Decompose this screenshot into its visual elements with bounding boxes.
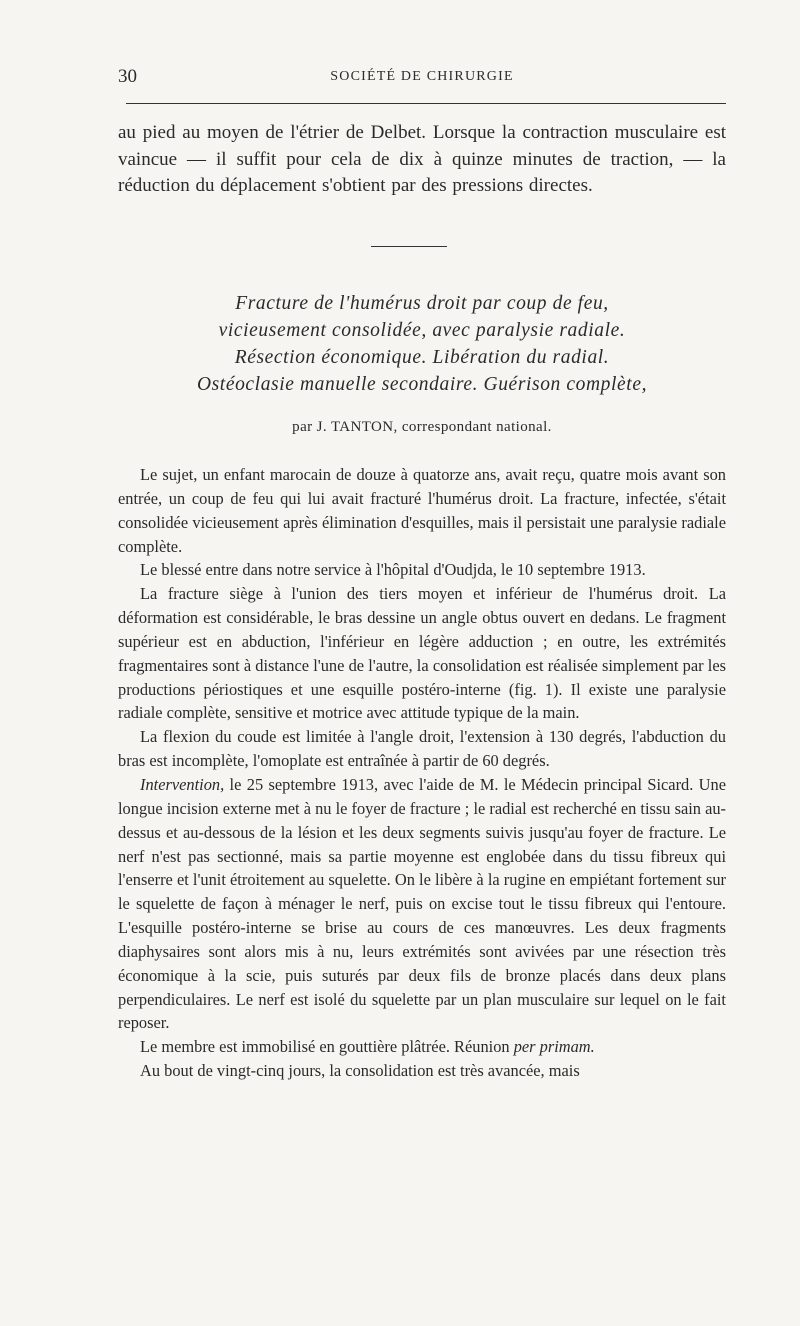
intervention-label: Intervention, [140,774,225,794]
body-paragraph: Le blessé entre dans notre service à l'hôpital d'Oudjda, le 10 septembre 1913. [140,560,646,580]
page-number: 30 [118,66,137,87]
author-byline: par J. TANTON, correspondant national. [292,419,552,435]
title-line: Fracture de l'humérus droit par coup de feu, [235,293,609,314]
running-title: SOCIÉTÉ DE CHIRURGIE [330,69,514,84]
immobilisation-text: Le membre est immobilisé en gouttière plâtrée. Réunion [140,1037,514,1057]
article-title [118,290,726,398]
intervention-text: le 25 septembre 1913, avec l'aide de M. le Médecin principal Sicard. Une longue incision externe met à nu le foyer de fracture ; le radial est recherché en tissu sain au-dessus et au-dessous de la lésion et les deux segments suivis jusqu'au foyer de fracture. Le nerf n'est pas sectionné, mais sa partie moyenne est englobée dans du tissu fibreux qui l'enserre et l'unit étroitement au squelette. On le libère à la rugine en empiétant fortement sur le squelette de façon à ménager le nerf, puis on excise tout le tissu fibreux qui l'entoure. L'esquille postéro-interne se brise au cours de ces manœuvres. Les deux fragments diaphysaires sont alors mis à nu, leurs extrémités sont avivées par une résection très économique à la scie, puis suturés par deux fils de bronze placés dans deux plans perpendiculaires. Le nerf est isolé du squelette par un plan musculaire sur lequel on le fait reposer. [118,774,727,1033]
intro-paragraph: au pied au moyen de l'étrier de Delbet. Lorsque la contraction musculaire est vaincue — il suffit pour cela de dix à quinze minutes de traction, — la réduction du déplacement s'obtient par des pressions directes. [118,122,726,196]
title-line: Résection économique. Libération du radial. [234,347,610,368]
body-paragraph: La fracture siège à l'union des tiers moyen et inférieur de l'humérus droit. La déformation est considérable, le bras dessine un angle obtus ouvert en dedans. Le fragment supérieur est en abduction, l'inférieur en légère adduction ; en outre, les extrémités fragmentaires sont à distance l'une de l'autre, la consolidation est réalisée simplement par les productions périostiques et une esquille postéro-interne (fig. 1). Il existe une paralysie radiale complète, sensitive et motrice avec attitude typique de la main. [118,584,726,723]
title-line: vicieusement consolidée, avec paralysie radiale. [218,320,626,341]
title-line: Ostéoclasie manuelle secondaire. Guérison complète, [196,374,648,395]
body-paragraph: La flexion du coude est limitée à l'angle droit, l'extension à 130 degrés, l'abduction du bras est incomplète, l'omoplate est entraînée à partir de 60 degrés. [118,727,726,771]
header-rule [126,103,726,104]
body-paragraph: Au bout de vingt-cinq jours, la consolidation est très avancée, mais [140,1061,580,1081]
per-primam-text: per primam. [513,1037,595,1057]
body-paragraph [118,773,726,1035]
section-separator [371,246,447,247]
body-paragraph: Le sujet, un enfant marocain de douze à quatorze ans, avait reçu, quatre mois avant son entrée, un coup de feu qui lui avait fracturé l'humérus droit. La fracture, infectée, s'était consolidée vicieusement après élimination d'esquilles, mais il persistait une paralysie radiale complète. [118,465,726,556]
body-paragraph [118,1035,726,1059]
article-body [118,463,726,1083]
page-header [118,66,726,90]
